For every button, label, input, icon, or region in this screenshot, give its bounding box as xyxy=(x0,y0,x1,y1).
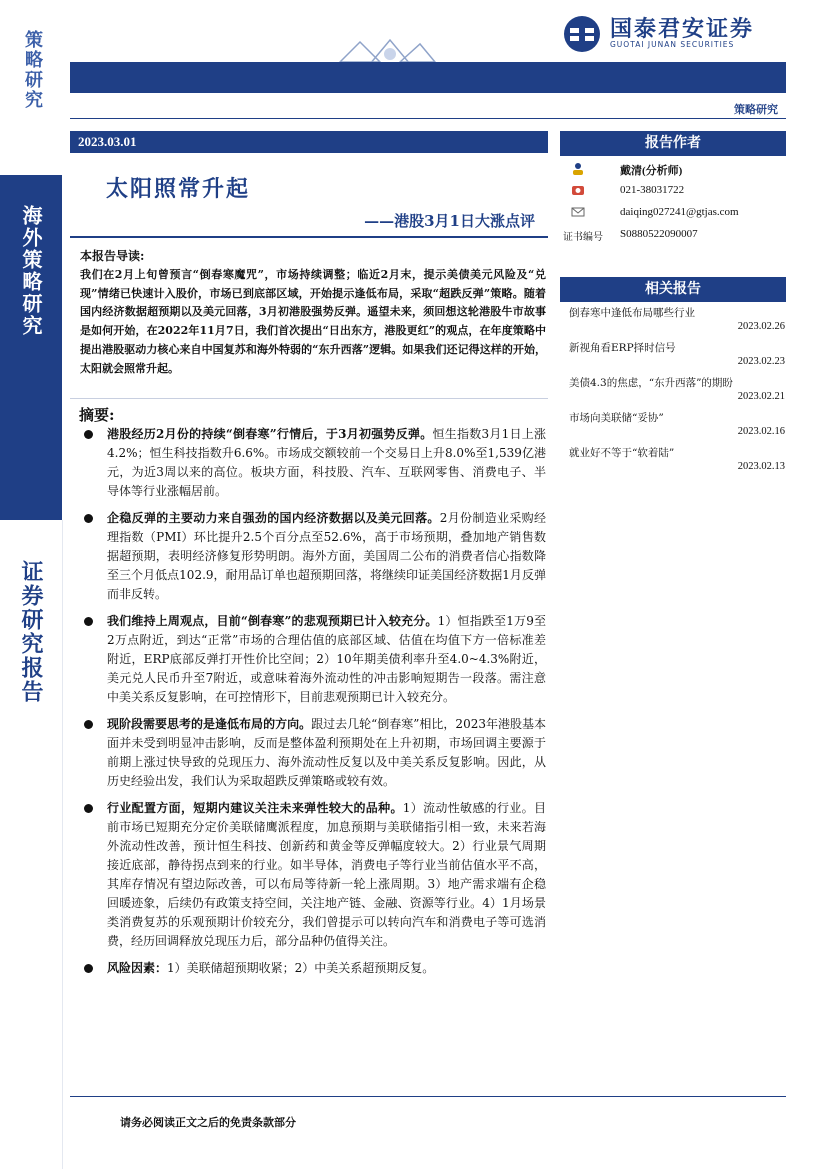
related-report-item[interactable] xyxy=(569,305,785,335)
cert-number: S0880522090007 xyxy=(620,228,698,240)
summary-item xyxy=(84,959,546,978)
summary-item xyxy=(84,612,546,707)
summary-item-text: 恒生指数3月1日上涨4.2%；恒生科技指数升6.6%。市场成交额较前一个交易日上升8.0%至1,539亿港元，为近3周以来的高位。板块方面，科技股、汽车、互联网零售、消费电子、半导体等行业涨幅居前。 xyxy=(107,427,546,498)
sidebar-middle-label: 海外策略研究 xyxy=(19,205,43,337)
author-phone: 021-38031722 xyxy=(620,184,685,196)
sidebar-top-label: 策略研究 xyxy=(22,30,43,110)
summary-item-heading: 风险因素： xyxy=(107,961,168,975)
related-report-date: 2023.02.16 xyxy=(737,426,785,437)
left-sidebar xyxy=(0,0,62,1169)
author-email[interactable]: daiqing027241@gtjas.com xyxy=(620,206,739,218)
summary-item-heading: 港股经历2月份的持续“倒春寒”行情后，于3月初强势反弹。 xyxy=(107,427,433,441)
header-banner xyxy=(70,62,786,93)
related-report-date: 2023.02.26 xyxy=(737,321,785,332)
sidebar-middle xyxy=(0,175,62,520)
related-report-item[interactable] xyxy=(569,340,785,370)
company-name-en: GUOTAI JUNAN SECURITIES xyxy=(610,40,735,49)
summary-item-heading: 企稳反弹的主要动力来自强劲的国内经济数据以及美元回落。 xyxy=(107,511,440,525)
summary-item-text: 跟过去几轮“倒春寒”相比，2023年港股基本面并未受到明显冲击影响，反而是整体盈利预期处在上升初期，市场回调主要源于前期上涨过快导致的兑现压力、海外流动性反复以及中美关系反复影响。因此，从历史经验出发，我们认为采取超跌反弹策略或较有效。 xyxy=(107,717,546,788)
summary-item xyxy=(84,799,546,951)
section-divider xyxy=(70,398,548,399)
company-logo-icon xyxy=(561,14,603,54)
related-report-date: 2023.02.13 xyxy=(737,461,785,472)
sidebar-bottom-label: 证券研究报告 xyxy=(18,560,44,704)
summary-item xyxy=(84,509,546,604)
company-name-cn: 国泰君安证券 xyxy=(610,16,755,42)
related-report-title[interactable]: 倒春寒中逢低布局哪些行业 xyxy=(569,307,695,319)
related-report-item[interactable] xyxy=(569,375,785,405)
related-report-title[interactable]: 就业好不等于“软着陆” xyxy=(569,447,675,459)
related-report-item[interactable] xyxy=(569,445,785,475)
report-subtitle: ——港股3月1日大涨点评 xyxy=(364,212,535,230)
date-bar xyxy=(70,131,548,153)
sidebar-top xyxy=(0,0,62,175)
related-report-title[interactable]: 新视角看ERP择时信号 xyxy=(569,342,676,354)
report-title: 太阳照常升起 xyxy=(106,176,251,202)
related-report-title[interactable]: 市场向美联储“妥协” xyxy=(569,412,664,424)
person-icon xyxy=(571,162,585,176)
report-date: 2023.03.01 xyxy=(78,134,137,149)
related-report-title[interactable]: 美债4.3的焦虑，“东升西落”的期盼 xyxy=(569,377,733,389)
bullet-dot-icon xyxy=(84,514,93,523)
report-category: 策略研究 xyxy=(734,103,778,116)
summary-item-text: 1）恒指跌至1万9至2万点附近，到达“正常”市场的合理估值的底部区域、估值在均值下方一倍标准差附近，ERP底部反弹打开性价比空间；2）10年期美债利率升至4.0~4.3%附近，美元兑人民币升至7附近，或意味着海外流动性的冲击影响短期告一段落。需注意中美关系反复影响，在可控情形下，目前悲观预期已计入较充分。 xyxy=(107,614,546,704)
summary-list xyxy=(84,425,546,986)
author-heading: 报告作者 xyxy=(560,131,786,156)
summary-item-heading: 现阶段需要思考的是逢低布局的方向。 xyxy=(107,717,312,731)
email-icon xyxy=(571,205,585,219)
title-divider xyxy=(70,236,548,238)
bullet-dot-icon xyxy=(84,804,93,813)
footer-divider xyxy=(70,1096,786,1097)
bullet-dot-icon xyxy=(84,617,93,626)
summary-item xyxy=(84,715,546,791)
phone-icon xyxy=(571,183,585,197)
disclaimer-note: 请务必阅读正文之后的免责条款部分 xyxy=(120,1116,296,1129)
header-divider xyxy=(70,118,786,119)
summary-item-text: 2月份制造业采购经理指数（PMI）环比提升2.5个百分点至52.6%，高于市场预期，叠加地产销售数据超预期，表明经济修复形势明朗。海外方面，美国周二公布的消费者信心指数降至三个月低点102.9，耐用品订单也超预期回落，将继续印证美国经济数据1月反弹而非反转。 xyxy=(107,511,546,601)
related-heading: 相关报告 xyxy=(560,277,786,302)
related-report-item[interactable] xyxy=(569,410,785,440)
guide-text: 我们在2月上旬曾预言“倒春寒魔咒”，市场持续调整；临近2月末，提示美债美元风险及“兑现”情绪已快速计入股价，市场已到底部区域，开始提示逢低布局，采取“超跌反弹”策略。随着国内经济数据超预期以及美元回落，3月初港股强势反弹。遥望未来，须回想这轮港股牛市故事是如何开始，在2022年11月7日，我们首次提出“日出东方，港股更红”的观点，在年度策略中提出港股驱动力核心来自中国复苏和海外特弱的“东升西落”逻辑。如果我们还记得这样的开始，太阳就会照常升起。 xyxy=(80,268,546,375)
summary-item-text: 1）流动性敏感的行业。目前市场已短期充分定价美联储鹰派程度，加息预期与美联储指引相一致，未来若海外流动性改善，预计恒生科技、创新药和黄金等反弹幅度较大。2）行业景气周期接近底部，静待拐点到来的行业。如半导体，消费电子等行业当前估值水平不高，其库存情况有望边际改善，可以布局等待新一轮上涨周期。3）地产需求端有企稳回暖迹象，后续仍有政策支持空间，关注地产链、金融、资源等行业。4）1月场景类消费复苏的乐观预期计价较充分，我们曾提示可以转向汽车和消费电子等可选消费，经历回调释放兑现压力后，部分品种仍值得关注。 xyxy=(107,801,546,948)
summary-item-heading: 行业配置方面，短期内建议关注未来弹性较大的品种。 xyxy=(107,801,403,815)
sidebar-bottom xyxy=(0,520,63,1169)
bullet-dot-icon xyxy=(84,430,93,439)
summary-item-text: 1）美联储超预期收紧；2）中美关系超预期反复。 xyxy=(167,961,435,975)
related-report-date: 2023.02.21 xyxy=(737,391,785,402)
summary-item xyxy=(84,425,546,501)
author-name: 戴清(分析师) xyxy=(620,165,683,177)
summary-item-heading: 我们维持上周观点，目前“倒春寒”的悲观预期已计入较充分。 xyxy=(107,614,438,628)
related-report-date: 2023.02.23 xyxy=(737,356,785,367)
bullet-dot-icon xyxy=(84,720,93,729)
bullet-dot-icon xyxy=(84,964,93,973)
summary-label: 摘要: xyxy=(79,406,115,424)
guide-label: 本报告导读: xyxy=(80,249,145,263)
cert-label: 证书编号 xyxy=(563,232,603,243)
